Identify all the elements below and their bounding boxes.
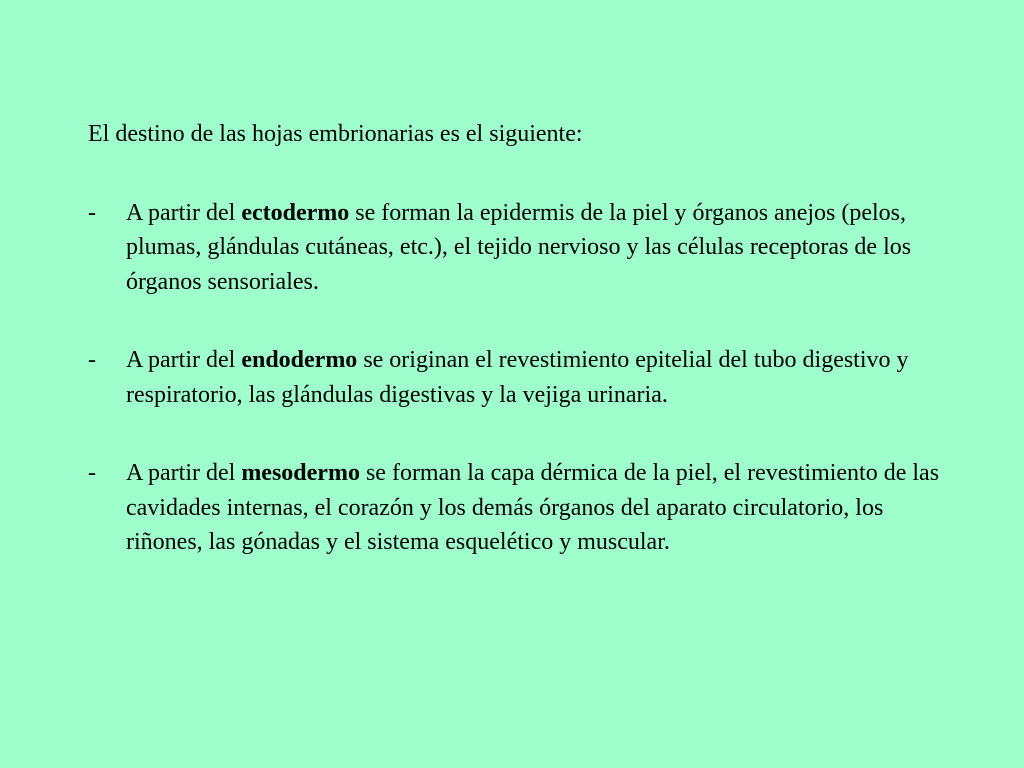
item-term: endodermo [241, 347, 358, 373]
item-text: se originan el revestimiento epitelial del tubo digestivo y respiratorio, las glándulas digestivas y la vejiga urinaria. [126, 347, 909, 408]
bullet-dash: - [88, 347, 96, 373]
list-item-ectodermo [88, 196, 948, 300]
bullet-dash: - [88, 460, 96, 486]
intro-text: El destino de las hojas embrionarias es el siguiente: [88, 121, 583, 147]
bullet-dash: - [88, 199, 96, 226]
list-item-endodermo [88, 343, 948, 412]
list-item-mesodermo [88, 456, 948, 560]
item-prefix: A partir del [126, 347, 242, 373]
item-text: se forman la epidermis de la piel y órganos anejos (pelos, plumas, glándulas cutáneas, etc.), el tejido nervioso y las células receptoras de los órganos sensoriales. [126, 199, 912, 295]
item-text: se forman la capa dérmica de la piel, el revestimiento de las cavidades internas, el corazón y los demás órganos del aparato circulatorio, los riñones, las gónadas y el sistema esquelético y muscular. [126, 460, 940, 555]
item-term: ectodermo [241, 199, 350, 226]
slide-content [88, 117, 948, 604]
item-term: mesodermo [241, 460, 360, 486]
item-prefix: A partir del [126, 199, 242, 226]
item-prefix: A partir del [126, 460, 242, 486]
